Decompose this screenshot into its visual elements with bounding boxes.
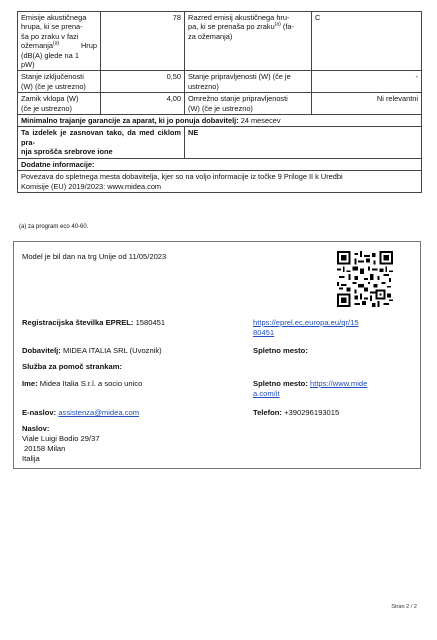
eprel-label: Registracijska številka EPREL: 1580451 bbox=[22, 318, 166, 327]
standby-value: - bbox=[312, 71, 422, 93]
customer-service-label: Služba za pomoč strankam: bbox=[22, 362, 123, 371]
networked-standby-value: Ni relevantni bbox=[312, 93, 422, 115]
supplier-label: Dobavitelj: MIDEA ITALIA SRL (Uvoznik) bbox=[22, 346, 162, 355]
networked-standby-label: Omrežno stanje pripravljenosti (W) (če je ustrezno) bbox=[185, 93, 312, 115]
acoustic-noise-label: Emisije akustičnega hrupa, ki se prena- ša po zraku v fazi ožemanja$^{(a)}$ Hrup (dB(A) glede na 1 pW) bbox=[18, 12, 101, 71]
eprel-value: 1580451 bbox=[135, 318, 166, 327]
warranty-row: Minimalno trajanje garancije za aparat, ki jo ponuja dobavitelj: 24 mesecev bbox=[18, 115, 422, 127]
silver-ions-label: Ta izdelek je zasnovan tako, da med ciklom pra- nja sprošča srebrove ione bbox=[18, 127, 185, 158]
table-row bbox=[18, 12, 422, 71]
product-info-table bbox=[17, 11, 422, 193]
website-2: Spletno mesto: https://www.mide a.com/it bbox=[253, 379, 368, 398]
website-2-link[interactable]: https://www.mide bbox=[309, 379, 368, 388]
address-block: Naslov: Viale Luigi Bodio 29/37 20158 Milan Italija bbox=[22, 424, 100, 463]
additional-info-label: Dodatne informacije: bbox=[18, 158, 422, 170]
delay-start-label: Zamik vklopa (W) (če je ustrezno) bbox=[18, 93, 101, 115]
phone-value: +390296193015 bbox=[284, 408, 340, 417]
name-value: Midea Italia S.r.l. a socio unico bbox=[39, 379, 143, 388]
supplier-link-row: Povezava do spletnega mesta dobavitelja, kjer so na voljo informacije iz točke 9 Priloge II k Uredbi Komisije (EU) 2019/2023: www.midea.com bbox=[18, 171, 422, 193]
supplier-info-box bbox=[13, 241, 421, 469]
footnote: (a) za program eco 40-60. bbox=[19, 224, 89, 230]
address-label: Naslov: bbox=[22, 424, 50, 433]
acoustic-class-value: C bbox=[312, 12, 422, 71]
table-row bbox=[18, 171, 422, 193]
standby-label: Stanje pripravljenosti (W) (če je ustrezno) bbox=[185, 71, 312, 93]
supplier-value: MIDEA ITALIA SRL (Uvoznik) bbox=[62, 346, 162, 355]
table-row bbox=[18, 158, 422, 170]
off-mode-value: 0,50 bbox=[101, 71, 185, 93]
table-row bbox=[18, 115, 422, 127]
page-number: Stran 2 / 2 bbox=[391, 604, 417, 610]
table-row bbox=[18, 127, 422, 158]
name-label: Ime: Midea Italia S.r.l. a socio unico bbox=[22, 379, 143, 388]
model-date-text: Model je bil dan na trg Unije od 11/05/2023 bbox=[22, 252, 167, 261]
email-link[interactable]: assistenza@midea.com bbox=[58, 408, 140, 417]
eprel-link[interactable]: https://eprel.ec.europa.eu/qr/15 80451 bbox=[253, 318, 359, 337]
qr-code-icon[interactable] bbox=[337, 251, 393, 307]
website-label: Spletno mesto: bbox=[253, 346, 308, 355]
phone-label: Telefon: +390296193015 bbox=[253, 408, 340, 417]
acoustic-noise-value: 78 bbox=[101, 12, 185, 71]
delay-start-value: 4,00 bbox=[101, 93, 185, 115]
email-label: E-naslov: assistenza@midea.com bbox=[22, 408, 140, 417]
silver-ions-value: NE bbox=[185, 127, 422, 158]
acoustic-class-label: Razred emisij akustičnega hru- pa, ki se prenaša po zraku$^{(a)}$ (fa- za ožemanja) bbox=[185, 12, 312, 71]
supplier-website-link[interactable]: www.midea.com bbox=[107, 181, 162, 191]
table-row bbox=[18, 93, 422, 115]
off-mode-label: Stanje izključenosti (W) (če je ustrezno) bbox=[18, 71, 101, 93]
table-row bbox=[18, 71, 422, 93]
